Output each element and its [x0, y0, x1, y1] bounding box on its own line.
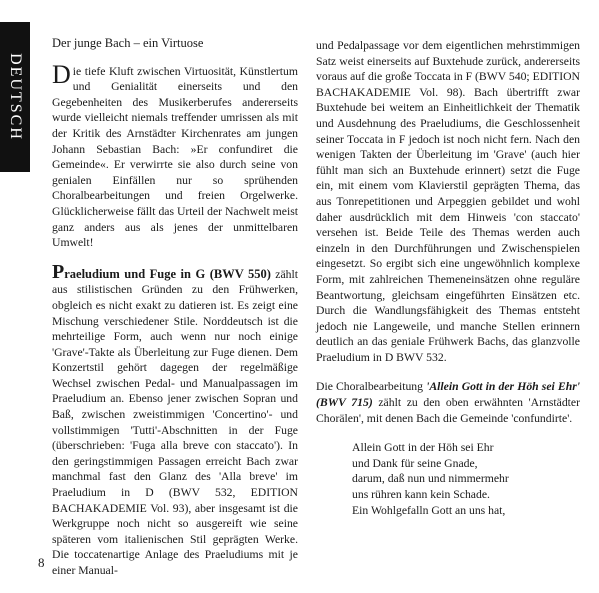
verse-line: uns rühren kann kein Schade. [352, 488, 490, 502]
paragraph-continued: und Pedalpassage vor dem eigentlichen mehrstimmigen Satz weist einerseits auf Buxtehude zurück, andererseits voraus auf die große Toccata in F (BWV 540; EDITION BACHAKADEMIE Vol. 98). Bach übertrifft zwar Buxtehude bei weitem an Einheitlichkeit der Thematik und Ausdehnung des Praeludiums, die Geschlossenheit seiner Toccata in F jedoch ist noch nicht fern. Nach den wenigen Takten der Überleitung im 'Grave' (auch hier fühlt man sich an Buxtehude erinnert) setzt die Fuge ein, mit einem vom Klavierstil geprägten Thema, das aus Tonrepetitionen und Arpeggien gebildet und wohl daher ausdrücklich mit dem Hinweis 'con staccato' versehen ist. Beide Teile des Themas werden auch einzeln in den Durchführungen und Zwischenspielen eingesetzt. So ergibt sich eine ungewöhnlich komplexe Form, mit zahlreichen Themeneinsätzen ohne reguläre Beantwortung, gleichsam eingeführten Einsätzen etc. Durch die Wandlungsfähigkeit des Themas entsteht jedoch nie Langeweile, und manche Stellen erinnern deutlich an das geniale Frühwerk Bachs, das glanzvolle Praeludium in D BWV 532. [316, 39, 580, 364]
paragraph-praeludium [52, 260, 298, 579]
drop-cap: D [52, 59, 71, 89]
right-column [316, 38, 580, 518]
page-number: 8 [38, 555, 45, 570]
lead-cap: P [52, 260, 65, 283]
verse-line: darum, daß nun und nimmermehr [352, 472, 509, 486]
paragraph-praeludium-text: zählt aus stilistischen Gründen zu den Frühwerken, obgleich es nicht exakt zu datieren ist. Es zeigt eine Mischung verschiedener Stile. Norddeutsch ist die mehrteilige Form, auch wenn nur noch einige 'Grave'-Takte als Überleitung zur Fuge dienen. Dem Konzertstil gehört dagegen der regelmäßige Wechsel zwischen Pedal- und Manualpassagen im Praeludium an. Ebenso jener zwischen Sopran und Baß, zwischen zweistimmigen 'Concertino'- und vollstimmigen 'Tutti'-Abschnitten in der Fuge (überschrieben: 'Fuga alla breve con staccato'). In den geringstimmigen Passagen erreicht Bach zwar manchmal fast den Glanz des 'Alla breve' im Praeludium in D (BWV 532, EDITION BACHAKADEMIE Vol. 93), aber insgesamt ist die Werkgruppe noch nicht so ausgereift wie seine späteren vom italienischen Stil geprägten Werke. Die toccatenartige Anlage des Praeludiums mit je einer Manual- [52, 267, 298, 577]
paragraph-chorale [316, 379, 580, 426]
chorale-title: 'Allein Gott in der Höh sei Ehr' (BWV 715) [316, 380, 580, 410]
section-heading: Der junge Bach – ein Virtuose [52, 36, 204, 50]
work-title-text: raeludium und Fuge in G (BWV 550) [64, 266, 271, 281]
chorale-text: zählt zu den oben erwähnten 'Arnstädter Chorälen', mit denen Bach die Gemeinde 'confundirte'. [316, 396, 580, 425]
paragraph-intro [52, 59, 298, 251]
verse-line: und Dank für seine Gnade, [352, 456, 478, 470]
language-label: DEUTSCH [7, 53, 24, 141]
work-title [52, 260, 271, 283]
language-tab [0, 22, 30, 172]
paragraph-intro-text: ie tiefe Kluft zwischen Virtuosität, Künstlertum und Genialität einerseits und den Gegebenheiten des Musikerberufes andererseits wurde vielleicht niemals treffender umrissen als mit der Kritik des Arnstädter Kirchenrates am jungen Johann Sebastian Bach: »Er confundiret die Gemeinde«. Er verwirrte sie also durch seine von genialen Einfällen nur so sprühenden Choralbearbeitungen und freien Orgelwerke. Glücklicherweise fällt das Urteil der Nachwelt meist ganz anders aus als jenes der unmittelbaren Umwelt! [52, 64, 298, 250]
chorale-verse [352, 440, 580, 518]
chorale-intro: Die Choralbearbeitung [316, 380, 427, 394]
left-column [52, 36, 298, 593]
verse-line: Ein Wohlgefalln Gott an uns hat, [352, 503, 506, 517]
verse-line: Allein Gott in der Höh sei Ehr [352, 441, 494, 455]
